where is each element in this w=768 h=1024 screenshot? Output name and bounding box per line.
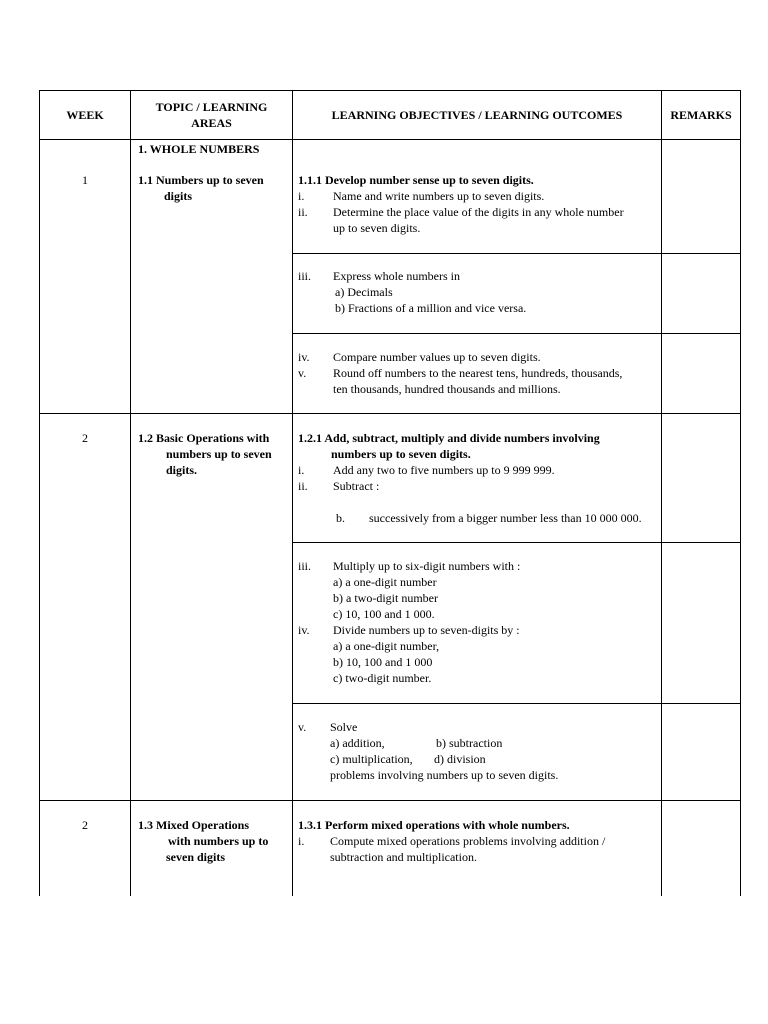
column-divider-topic bbox=[292, 90, 293, 896]
outcome-number: v. bbox=[298, 720, 307, 734]
objective-heading: numbers up to seven digits. bbox=[331, 447, 471, 461]
outcome-number: i. bbox=[298, 189, 305, 203]
outcome-subitem: c) 10, 100 and 1 000. bbox=[333, 607, 435, 621]
outcome-subitem: c) two-digit number. bbox=[333, 671, 432, 685]
row-divider bbox=[292, 333, 741, 334]
outcome-subitem: b) subtraction bbox=[436, 736, 503, 750]
outcome-text: Compare number values up to seven digits. bbox=[333, 350, 541, 364]
topic-title-line3: digits. bbox=[166, 463, 198, 477]
table-border-right bbox=[740, 90, 741, 896]
header-divider bbox=[39, 139, 741, 140]
objective-heading: 1.2.1 Add, subtract, multiply and divide numbers involving bbox=[298, 431, 600, 445]
outcome-text: Multiply up to six-digit numbers with : bbox=[333, 559, 521, 573]
outcome-subitem: d) division bbox=[434, 752, 486, 766]
week-number: 2 bbox=[82, 818, 88, 832]
topic-title-line3: seven digits bbox=[166, 850, 226, 864]
topic-title-line1: 1.3 Mixed Operations bbox=[138, 818, 249, 832]
row-divider bbox=[292, 703, 741, 704]
header-topic-line1: TOPIC / LEARNING bbox=[155, 100, 268, 114]
outcome-number: iii. bbox=[298, 269, 312, 283]
week-number: 2 bbox=[82, 431, 88, 445]
row-divider bbox=[292, 253, 741, 254]
outcome-number: ii. bbox=[298, 205, 308, 219]
outcome-subitem: a) a one-digit number, bbox=[333, 639, 440, 653]
outcome-number: iv. bbox=[298, 623, 310, 637]
table-border-top bbox=[39, 90, 741, 91]
outcome-text: Round off numbers to the nearest tens, hundreds, thousands, bbox=[333, 366, 623, 380]
outcome-subitem: b) a two-digit number bbox=[333, 591, 438, 605]
week-number: 1 bbox=[82, 173, 88, 187]
topic-title-line2: numbers up to seven bbox=[166, 447, 272, 461]
objective-heading: 1.3.1 Perform mixed operations with whole numbers. bbox=[298, 818, 570, 832]
outcome-text: problems involving numbers up to seven digits. bbox=[330, 768, 559, 782]
outcome-subitem: c) multiplication, bbox=[330, 752, 413, 766]
header-topic-line2: AREAS bbox=[191, 116, 232, 130]
header-week: WEEK bbox=[66, 108, 104, 122]
outcome-subitem: successively from a bigger number less than 10 000 000. bbox=[369, 511, 642, 525]
header-objectives: LEARNING OBJECTIVES / LEARNING OUTCOMES bbox=[331, 108, 623, 122]
outcome-number: ii. bbox=[298, 479, 308, 493]
outcome-text: subtraction and multiplication. bbox=[330, 850, 477, 864]
column-divider-week bbox=[130, 90, 131, 896]
table-border-left bbox=[39, 90, 40, 896]
outcome-subitem: a) addition, bbox=[330, 736, 385, 750]
outcome-text: Express whole numbers in bbox=[333, 269, 460, 283]
outcome-number: v. bbox=[298, 366, 307, 380]
outcome-text: Add any two to five numbers up to 9 999 999. bbox=[333, 463, 555, 477]
outcome-number: i. bbox=[298, 463, 305, 477]
outcome-text: Determine the place value of the digits in any whole number bbox=[333, 205, 624, 219]
outcome-subitem: b) Fractions of a million and vice versa. bbox=[335, 301, 527, 315]
objective-heading: 1.1.1 Develop number sense up to seven digits. bbox=[298, 173, 534, 187]
topic-title-line1: 1.1 Numbers up to seven bbox=[138, 173, 264, 187]
section-title: 1. WHOLE NUMBERS bbox=[138, 142, 260, 156]
outcome-number: iii. bbox=[298, 559, 312, 573]
outcome-text: Name and write numbers up to seven digits. bbox=[333, 189, 545, 203]
outcome-text: Solve bbox=[330, 720, 358, 734]
topic-title-line2: with numbers up to bbox=[168, 834, 269, 848]
outcome-subitem-label: b. bbox=[336, 511, 345, 525]
outcome-subitem: a) Decimals bbox=[335, 285, 393, 299]
column-divider-objectives bbox=[661, 90, 662, 896]
header-remarks: REMARKS bbox=[670, 108, 732, 122]
row-divider bbox=[292, 542, 741, 543]
outcome-text: up to seven digits. bbox=[333, 221, 421, 235]
outcome-text: ten thousands, hundred thousands and millions. bbox=[333, 382, 561, 396]
topic-title-line1: 1.2 Basic Operations with bbox=[138, 431, 270, 445]
topic-title-line2: digits bbox=[164, 189, 193, 203]
outcome-subitem: a) a one-digit number bbox=[333, 575, 437, 589]
outcome-text: Subtract : bbox=[333, 479, 380, 493]
outcome-subitem: b) 10, 100 and 1 000 bbox=[333, 655, 433, 669]
row-divider bbox=[39, 800, 741, 801]
row-divider bbox=[39, 413, 741, 414]
outcome-number: i. bbox=[298, 834, 305, 848]
outcome-text: Compute mixed operations problems involving addition / bbox=[330, 834, 606, 848]
outcome-text: Divide numbers up to seven-digits by : bbox=[333, 623, 520, 637]
outcome-number: iv. bbox=[298, 350, 310, 364]
